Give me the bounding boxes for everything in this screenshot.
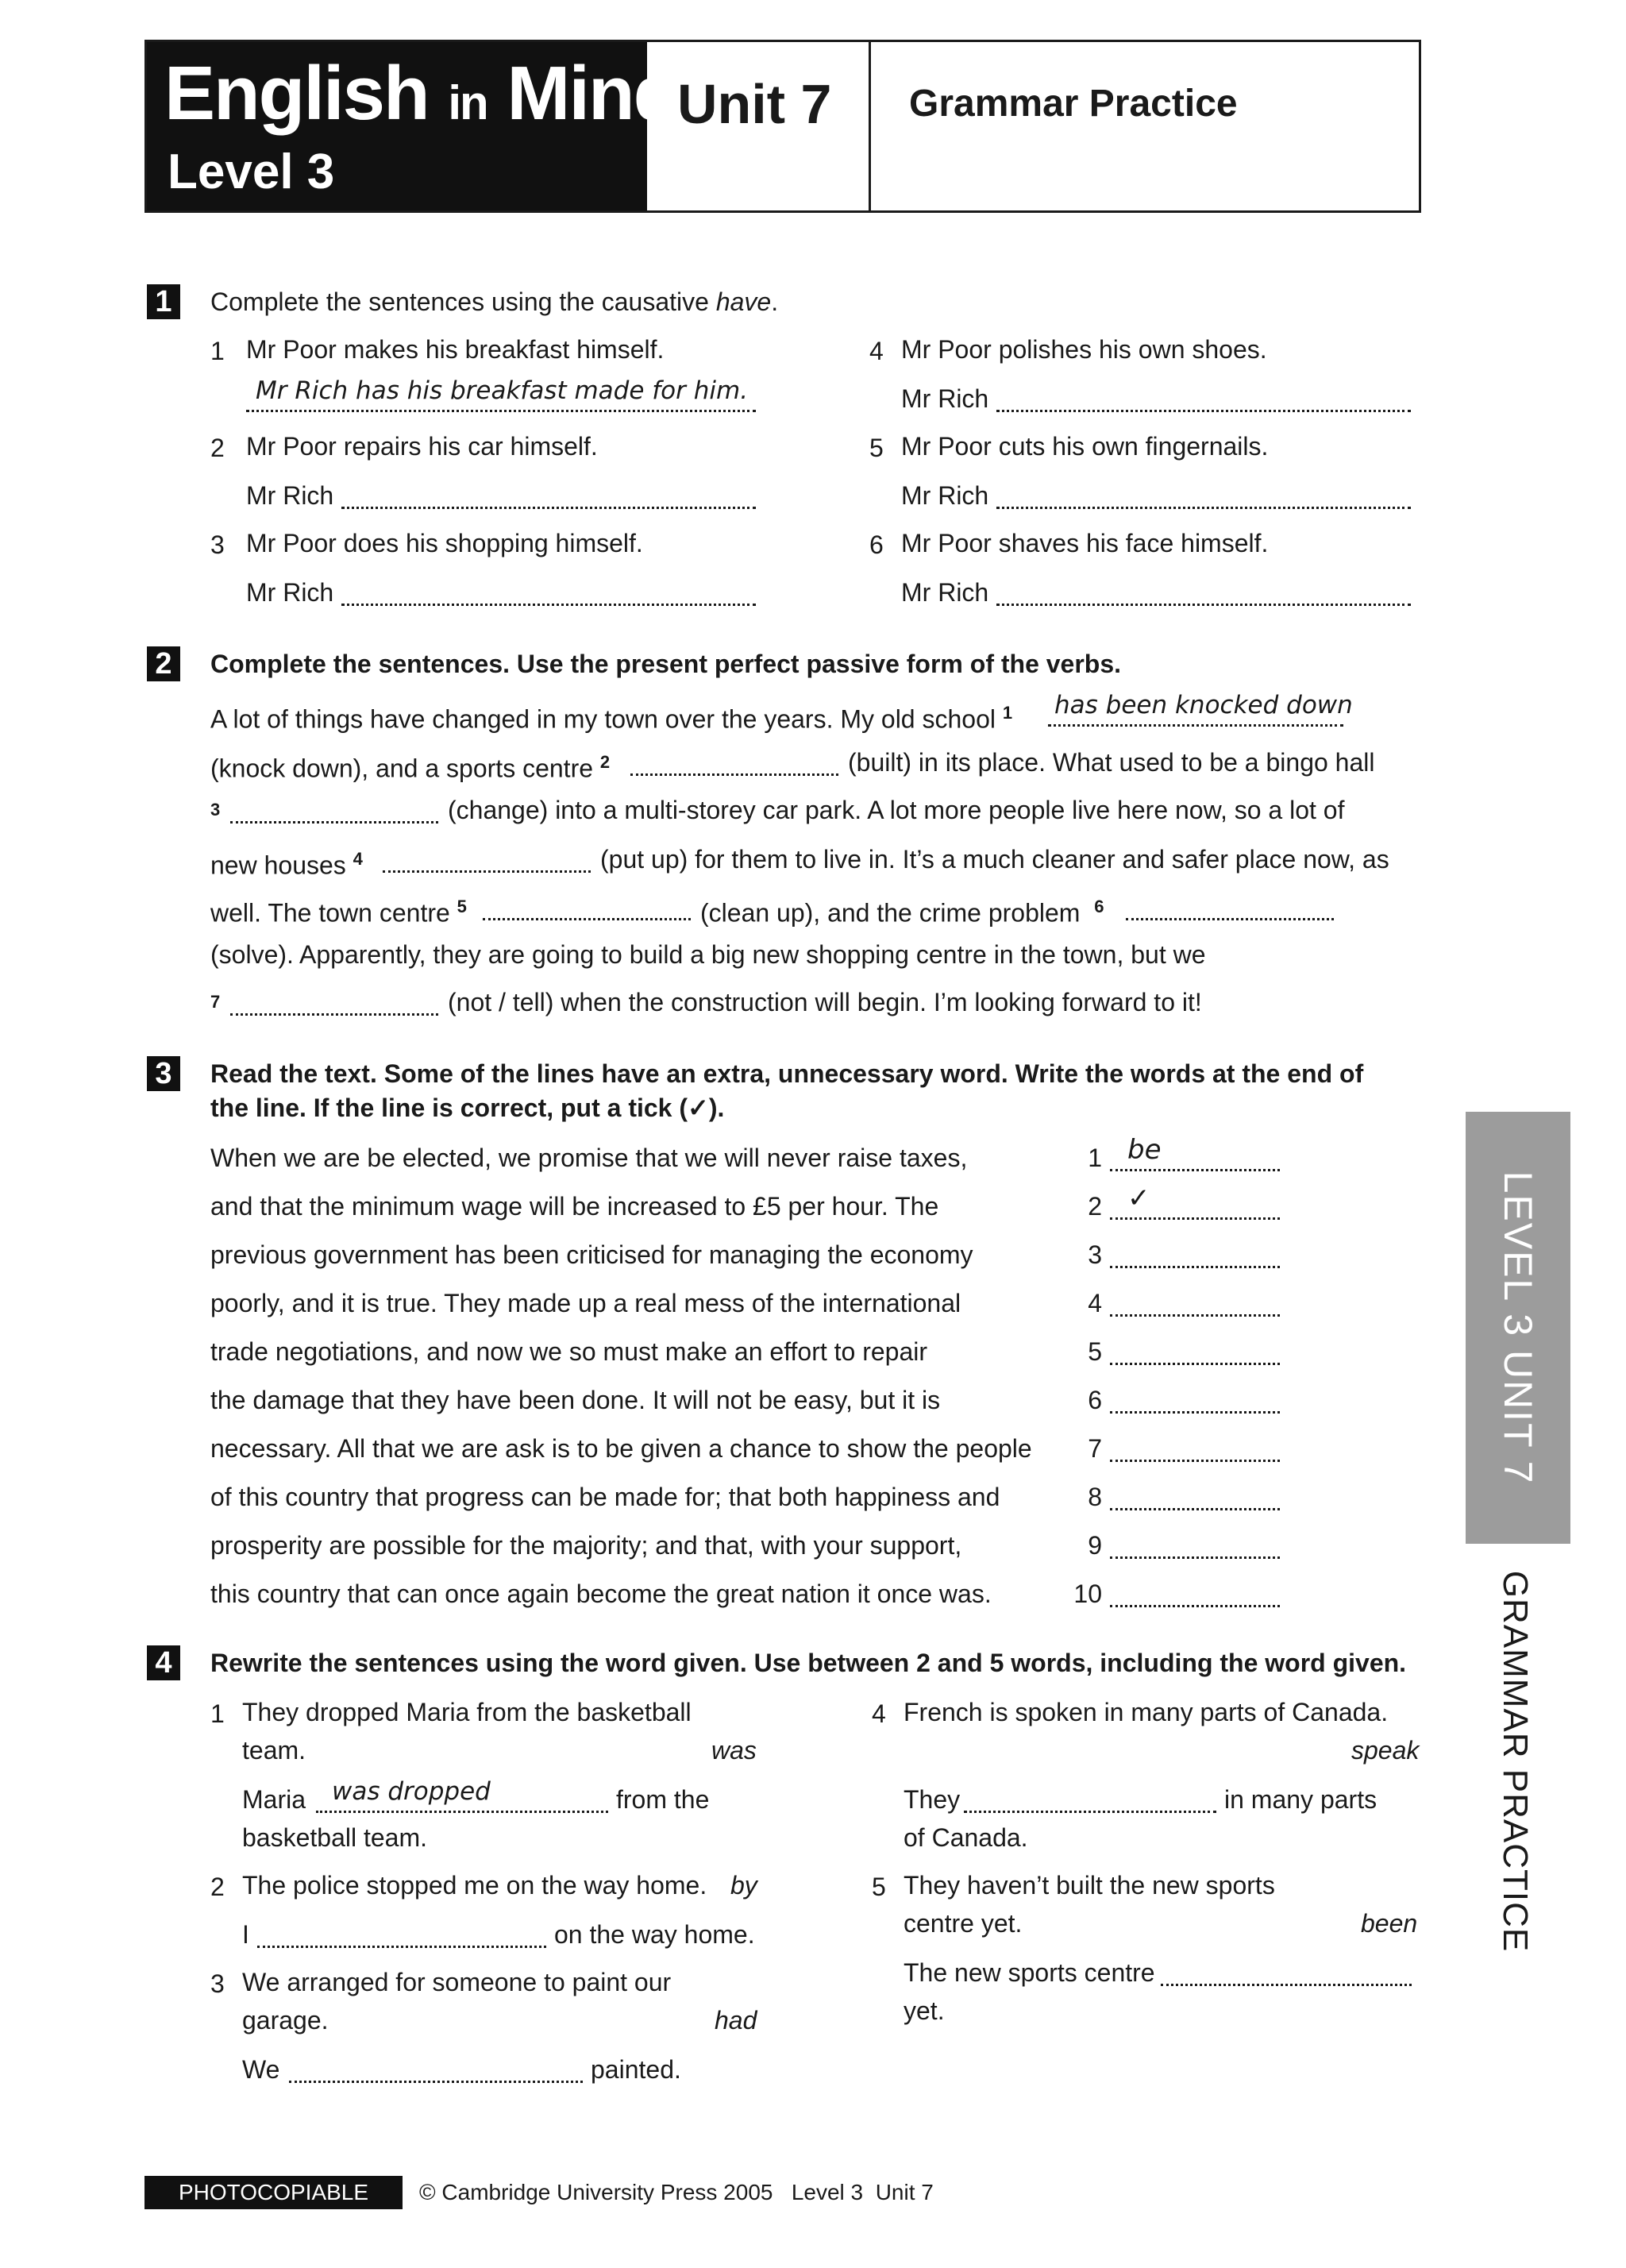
ex4-answer-suffix: yet.: [904, 1996, 945, 2025]
ex2-blank-7[interactable]: [230, 1013, 438, 1016]
ex2-text-line: A lot of things have changed in my town over the years. My old school $^1$: [210, 703, 1013, 734]
ex3-line-number: 7: [1088, 1434, 1102, 1463]
ex4-sentence: French is spoken in many parts of Canada.: [904, 1698, 1389, 1726]
ex2-blank-6[interactable]: [1126, 918, 1334, 920]
ex2-text-line: (built) in its place. What used to be a bingo hall: [848, 748, 1375, 777]
ex3-answer-line[interactable]: [1110, 1266, 1280, 1268]
ex4-sentence: centre yet.: [904, 1909, 1023, 1938]
ex1-item-sentence: Mr Poor polishes his own shoes.: [901, 335, 1267, 364]
ex3-answer-line[interactable]: [1110, 1605, 1280, 1607]
ex2-text-line: (not / tell) when the construction will begin. I’m looking forward to it!: [448, 988, 1202, 1016]
ex3-line-number: 3: [1088, 1240, 1102, 1269]
ex4-answer-line[interactable]: [964, 1811, 1216, 1813]
ex3-answer-line[interactable]: [1110, 1556, 1280, 1559]
ex4-sentence: They haven’t built the new sports: [904, 1871, 1275, 1900]
ex1-answer-line[interactable]: [996, 507, 1411, 509]
ex4-given-word: speak: [1351, 1736, 1420, 1765]
header: [144, 40, 1421, 213]
ex3-line-number: 1: [1088, 1144, 1102, 1172]
ex1-item-number: 2: [210, 434, 225, 462]
ex4-answer-prefix: The new sports centre: [904, 1958, 1155, 1987]
ex4-answer-prefix: We: [242, 2055, 280, 2084]
ex1-item-number: 4: [869, 337, 884, 365]
page-title: Grammar Practice: [909, 83, 1238, 125]
ex3-line-number: 8: [1088, 1483, 1102, 1511]
ex4-item-number: 3: [210, 1969, 225, 1998]
ex3-line-number: 10: [1073, 1580, 1102, 1608]
ex3-answer-line[interactable]: [1110, 1314, 1280, 1317]
ex3-answer-line[interactable]: [1110, 1363, 1280, 1365]
ex4-item-number: 5: [872, 1873, 886, 1901]
ex4-given-word: by: [730, 1871, 757, 1900]
ex4-answer-text: was dropped: [332, 1777, 491, 1806]
ex4-answer-line[interactable]: [257, 1946, 546, 1948]
ex1-item-number: 5: [869, 434, 884, 462]
ex2-answer-1: has been knocked down: [1054, 691, 1353, 719]
side-tab-level-unit-label: LEVEL 3 UNIT 7: [1496, 1171, 1540, 1485]
ex3-line-number: 2: [1088, 1192, 1102, 1221]
ex3-answer-line[interactable]: [1110, 1411, 1280, 1414]
exercise-3-number: 3: [147, 1056, 180, 1091]
ex3-answer-text: ✓: [1127, 1182, 1150, 1214]
ex4-answer-line[interactable]: [1161, 1984, 1412, 1986]
side-tab-grammar-label: GRAMMAR PRACTICE: [1496, 1570, 1535, 1953]
ex2-superscript: 7: [210, 992, 221, 1012]
ex1-answer-text: Mr Rich has his breakfast made for him.: [256, 376, 749, 405]
ex4-sentence: They dropped Maria from the basketball: [242, 1698, 692, 1726]
ex1-item-prefix: Mr Rich: [901, 481, 989, 510]
ex3-text-line: the damage that they have been done. It will not be easy, but it is: [210, 1386, 941, 1414]
ex4-answer-prefix: They: [904, 1785, 961, 1814]
ex2-text-line: (clean up), and the crime problem $^6$: [700, 897, 1104, 928]
ex2-text-line: well. The town centre $^5$: [210, 897, 467, 928]
ex2-text-line: (knock down), and a sports centre $^2$: [210, 752, 611, 783]
ex3-line-number: 4: [1088, 1289, 1102, 1317]
exercise-1-number: 1: [147, 284, 180, 319]
ex1-answer-line[interactable]: [341, 507, 756, 509]
ex1-item-number: 3: [210, 530, 225, 559]
ex3-text-line: and that the minimum wage will be increased to £5 per hour. The: [210, 1192, 939, 1221]
ex4-item-number: 2: [210, 1873, 225, 1901]
ex3-text-line: When we are be elected, we promise that we will never raise taxes,: [210, 1144, 968, 1172]
unit-title: Unit 7: [677, 73, 832, 135]
ex4-sentence: The police stopped me on the way home.: [242, 1871, 707, 1900]
ex4-answer-suffix: on the way home.: [554, 1920, 755, 1949]
ex4-answer-suffix: from the: [616, 1785, 710, 1814]
ex4-answer-suffix: in many parts: [1224, 1785, 1377, 1814]
exercise-4-number: 4: [147, 1645, 180, 1680]
ex3-answer-line[interactable]: [1110, 1460, 1280, 1462]
brand-level: Level 3: [168, 145, 335, 199]
ex4-answer-suffix: of Canada.: [904, 1823, 1028, 1852]
ex3-line-number: 9: [1088, 1531, 1102, 1560]
ex2-blank-1[interactable]: [1048, 724, 1343, 727]
ex1-answer-line[interactable]: [246, 410, 756, 412]
exercise-1-instruction: Complete the sentences using the causative have.: [210, 287, 779, 316]
ex1-item-prefix: Mr Rich: [246, 578, 334, 607]
ex4-answer-suffix: painted.: [591, 2055, 681, 2084]
ex2-blank-5[interactable]: [483, 918, 691, 920]
ex3-answer-text: be: [1127, 1134, 1162, 1166]
ex4-item-number: 1: [210, 1699, 225, 1728]
ex1-answer-line[interactable]: [996, 410, 1411, 412]
unit-cell: [647, 42, 871, 210]
ex1-item-prefix: Mr Rich: [246, 481, 334, 510]
exercise-2-instruction: Complete the sentences. Use the present perfect passive form of the verbs.: [210, 650, 1122, 678]
ex3-line-number: 6: [1088, 1386, 1102, 1414]
ex1-item-number: 1: [210, 337, 225, 365]
ex4-answer-line[interactable]: [316, 1811, 608, 1813]
ex4-given-word: been: [1361, 1909, 1418, 1938]
ex3-text-line: trade negotiations, and now we so must make an effort to repair: [210, 1337, 928, 1366]
ex3-text-line: poorly, and it is true. They made up a real mess of the international: [210, 1289, 961, 1317]
ex2-blank-3[interactable]: [230, 821, 438, 824]
ex1-item-prefix: Mr Rich: [901, 384, 989, 413]
ex1-item-sentence: Mr Poor does his shopping himself.: [246, 529, 643, 557]
ex1-item-prefix: Mr Rich: [901, 578, 989, 607]
ex4-answer-suffix: basketball team.: [242, 1823, 428, 1852]
ex4-answer-prefix: I: [242, 1920, 249, 1949]
ex2-blank-2[interactable]: [630, 773, 838, 776]
ex4-sentence: garage.: [242, 2006, 329, 2035]
brand-title: English in Mind: [164, 51, 679, 136]
ex1-item-sentence: Mr Poor cuts his own fingernails.: [901, 432, 1269, 461]
ex2-text-line: (change) into a multi-storey car park. A lot more people live here now, so a lot of: [448, 796, 1345, 824]
ex4-item-number: 4: [872, 1699, 886, 1728]
ex1-answer-line[interactable]: [996, 604, 1411, 606]
exercise-2-number: 2: [147, 646, 180, 681]
ex2-superscript: 3: [210, 800, 221, 820]
ex4-sentence: We arranged for someone to paint our: [242, 1968, 672, 1996]
ex1-item-sentence: Mr Poor shaves his face himself.: [901, 529, 1269, 557]
exercise-3-instruction: the line. If the line is correct, put a tick (✓).: [210, 1094, 725, 1122]
ex3-line-number: 5: [1088, 1337, 1102, 1366]
ex1-item-sentence: Mr Poor makes his breakfast himself.: [246, 335, 665, 364]
ex1-item-number: 6: [869, 530, 884, 559]
ex2-text-line: (put up) for them to live in. It’s a much cleaner and safer place now, as: [600, 845, 1389, 874]
brand-logo: [147, 42, 679, 210]
ex2-text-line: new houses $^4$: [210, 849, 363, 880]
ex4-given-word: was: [711, 1736, 757, 1765]
ex4-given-word: had: [715, 2006, 757, 2035]
ex1-item-sentence: Mr Poor repairs his car himself.: [246, 432, 598, 461]
ex4-sentence: team.: [242, 1736, 306, 1765]
ex3-text-line: previous government has been criticised for managing the economy: [210, 1240, 973, 1269]
ex2-text-line: (solve). Apparently, they are going to build a big new shopping centre in the town, but we: [210, 940, 1206, 969]
photocopiable-badge: PHOTOCOPIABLE: [144, 2176, 403, 2209]
exercise-3-instruction: Read the text. Some of the lines have an extra, unnecessary word. Write the words at the end of: [210, 1059, 1364, 1088]
ex3-text-line: of this country that progress can be made for; that both happiness and: [210, 1483, 1000, 1511]
ex1-answer-line[interactable]: [341, 604, 756, 606]
ex3-answer-line[interactable]: [1110, 1217, 1280, 1220]
exercise-4-instruction: Rewrite the sentences using the word given. Use between 2 and 5 words, including the word given.: [210, 1649, 1407, 1677]
ex4-answer-line[interactable]: [289, 2081, 583, 2083]
ex3-text-line: this country that can once again become the great nation it once was.: [210, 1580, 992, 1608]
ex3-text-line: prosperity are possible for the majority; and that, with your support,: [210, 1531, 962, 1560]
ex3-answer-line[interactable]: [1110, 1169, 1280, 1171]
footer-copyright: © Cambridge University Press 2005 Level 3 Unit 7: [419, 2180, 934, 2204]
ex2-blank-4[interactable]: [383, 870, 591, 873]
ex4-answer-prefix: Maria: [242, 1785, 306, 1814]
ex3-text-line: necessary. All that we are ask is to be given a chance to show the people: [210, 1434, 1032, 1463]
ex3-answer-line[interactable]: [1110, 1508, 1280, 1510]
